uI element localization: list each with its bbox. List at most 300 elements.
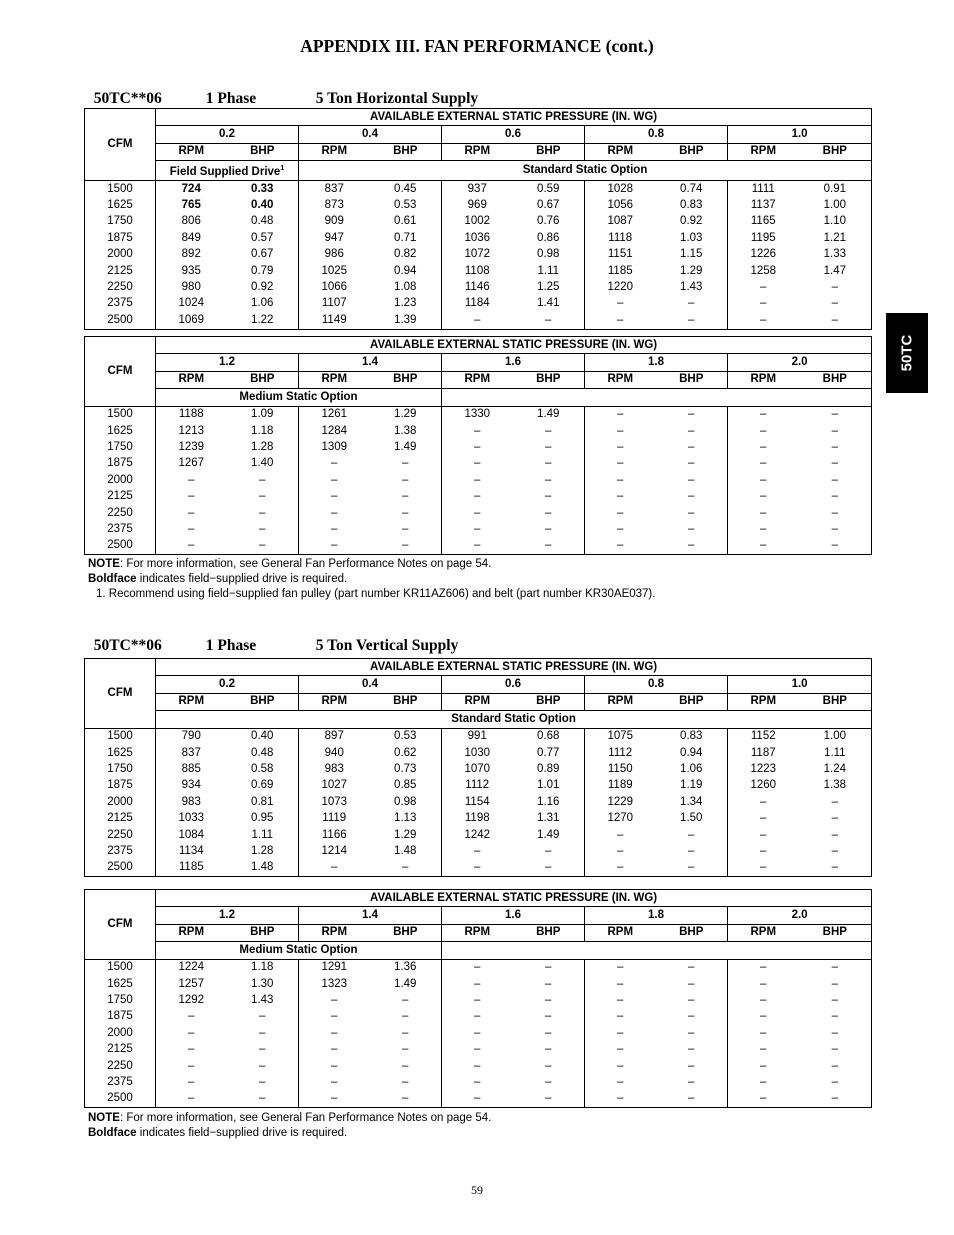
rpm-cell: – — [585, 992, 656, 1008]
bhp-cell: 0.33 — [251, 182, 274, 195]
rpm-cell: 1291 — [299, 959, 370, 976]
rpm-cell: – — [585, 489, 656, 505]
rpm-cell: – — [585, 406, 656, 423]
pressure-value: 1.0 — [728, 676, 872, 693]
table-row — [85, 959, 872, 976]
bhp-cell: – — [831, 977, 839, 990]
bhp-cell: – — [831, 994, 839, 1007]
bhp-cell: – — [831, 522, 839, 535]
rpm-cell: – — [728, 992, 799, 1008]
rpm-cell: – — [299, 1091, 370, 1108]
rpm-header: RPM — [156, 371, 227, 388]
bhp-cell: – — [831, 1092, 839, 1105]
table-row — [85, 1042, 872, 1058]
bhp-cell: – — [688, 1059, 695, 1072]
bhp-cell: – — [545, 1075, 552, 1088]
rpm-cell: – — [442, 1025, 513, 1041]
page-number: 59 — [471, 1183, 483, 1197]
section-phase: 1 Phase — [205, 637, 257, 654]
rpm-cell: 1258 — [728, 263, 799, 279]
rpm-cell: – — [442, 1091, 513, 1108]
bhp-cell: – — [831, 1075, 839, 1088]
section-phase: 1 Phase — [205, 90, 257, 107]
rpm-cell: 1075 — [585, 728, 656, 745]
bhp-cell: – — [402, 1010, 409, 1023]
pressure-value: 0.4 — [299, 676, 442, 693]
rpm-cell: 940 — [299, 745, 370, 761]
pressure-header: AVAILABLE EXTERNAL STATIC PRESSURE (IN. WG) — [156, 890, 872, 907]
bhp-cell: 1.18 — [251, 961, 274, 974]
rpm-cell: – — [585, 439, 656, 455]
rpm-cell: 1267 — [178, 457, 205, 470]
rpm-cell: 1152 — [728, 728, 799, 745]
pressure-value: 1.2 — [156, 907, 299, 924]
notes-vertical — [88, 1111, 491, 1141]
rpm-cell: 1030 — [442, 745, 513, 761]
rpm-cell: – — [442, 423, 513, 439]
pressure-value: 0.6 — [442, 126, 585, 143]
rpm-cell: – — [728, 538, 799, 555]
rpm-cell: – — [299, 1042, 370, 1058]
bhp-cell: – — [831, 457, 839, 470]
table-vertical-low — [84, 658, 871, 877]
bhp-cell: – — [545, 424, 552, 437]
bhp-cell: 1.38 — [823, 779, 846, 792]
table-row — [85, 976, 872, 992]
rpm-cell: – — [728, 423, 799, 439]
bhp-cell: 1.29 — [680, 264, 703, 277]
pressure-value: 0.2 — [156, 676, 299, 693]
rpm-cell: – — [728, 296, 799, 312]
section-model: 50TC**06 — [93, 637, 162, 654]
bhp-cell: 1.21 — [823, 231, 846, 244]
rpm-header: RPM — [442, 693, 513, 710]
rpm-cell: 1072 — [442, 247, 513, 263]
cfm-value: 1875 — [85, 456, 156, 472]
rpm-cell: – — [442, 843, 513, 859]
bhp-cell: 1.49 — [394, 977, 417, 990]
rpm-cell: 849 — [181, 231, 201, 244]
option-label — [442, 942, 872, 959]
bhp-cell: – — [688, 1092, 695, 1105]
bhp-cell: 1.29 — [394, 408, 417, 421]
bhp-cell: 0.83 — [680, 730, 703, 743]
rpm-cell: – — [728, 1009, 799, 1025]
rpm-cell: 1188 — [178, 408, 204, 421]
rpm-cell: – — [585, 521, 656, 537]
pressure-value: 1.8 — [585, 907, 728, 924]
bhp-cell: 1.08 — [394, 281, 417, 294]
bhp-header: BHP — [656, 693, 728, 710]
bhp-cell: – — [831, 1010, 839, 1023]
rpm-cell: 1028 — [585, 181, 656, 198]
table-row — [85, 843, 872, 859]
rpm-cell: – — [188, 522, 195, 535]
bhp-cell: – — [545, 994, 552, 1007]
bhp-cell: 0.95 — [251, 812, 274, 825]
fan-performance-table — [84, 658, 872, 877]
rpm-cell: 1111 — [728, 181, 799, 198]
rpm-cell: 1087 — [585, 214, 656, 230]
rpm-cell: 1185 — [178, 861, 204, 874]
table-vertical-high — [84, 889, 871, 1108]
bhp-cell: – — [545, 977, 552, 990]
rpm-cell: 1154 — [442, 794, 513, 810]
bhp-header: BHP — [227, 143, 299, 160]
rpm-cell: – — [188, 1043, 195, 1056]
rpm-cell: – — [299, 1058, 370, 1074]
rpm-cell: 1184 — [442, 296, 513, 312]
cfm-value: 1875 — [85, 230, 156, 246]
rpm-cell: – — [728, 1025, 799, 1041]
rpm-cell: 1073 — [299, 794, 370, 810]
rpm-cell: 986 — [299, 247, 370, 263]
cfm-value: 1625 — [85, 745, 156, 761]
bhp-cell: – — [545, 313, 552, 326]
bhp-cell: – — [688, 844, 695, 857]
cfm-value: 1875 — [85, 778, 156, 794]
table-row — [85, 745, 872, 761]
bhp-cell: – — [545, 506, 552, 519]
bhp-cell: 1.34 — [680, 795, 703, 808]
table-row — [85, 521, 872, 537]
bhp-cell: – — [831, 281, 839, 294]
bhp-cell: – — [259, 490, 266, 503]
bhp-header: BHP — [799, 924, 872, 941]
rpm-header: RPM — [728, 924, 799, 941]
bhp-cell: 0.67 — [537, 199, 560, 212]
bhp-cell: – — [259, 1075, 266, 1088]
bhp-cell: 1.43 — [680, 281, 703, 294]
cfm-value: 2500 — [85, 860, 156, 877]
rpm-cell: – — [728, 456, 799, 472]
bhp-cell: – — [831, 795, 839, 808]
bhp-cell: 0.57 — [251, 231, 274, 244]
rpm-cell: 1187 — [728, 745, 799, 761]
bhp-cell: – — [259, 506, 266, 519]
rpm-cell: – — [299, 538, 370, 555]
bhp-cell: 1.11 — [824, 746, 846, 759]
rpm-cell: – — [728, 959, 799, 976]
pressure-value: 1.6 — [442, 354, 585, 371]
rpm-cell: – — [728, 489, 799, 505]
table-row — [85, 406, 872, 423]
pressure-value: 2.0 — [728, 354, 872, 371]
rpm-cell: 937 — [442, 181, 513, 198]
rpm-cell: 1137 — [728, 197, 799, 213]
bhp-cell: – — [688, 828, 695, 841]
bhp-cell: – — [831, 812, 839, 825]
pressure-value: 1.4 — [299, 907, 442, 924]
rpm-cell: 980 — [181, 281, 201, 294]
bhp-cell: – — [402, 1092, 409, 1105]
rpm-cell: 1107 — [299, 296, 370, 312]
rpm-cell: – — [188, 473, 195, 486]
rpm-cell: – — [188, 1075, 195, 1088]
rpm-cell: – — [728, 976, 799, 992]
rpm-cell: 1214 — [299, 843, 370, 859]
rpm-cell: – — [442, 472, 513, 488]
bhp-cell: – — [831, 297, 839, 310]
bhp-cell: 1.30 — [251, 977, 274, 990]
rpm-cell: – — [728, 827, 799, 843]
cfm-header: CFM — [85, 109, 156, 181]
bhp-cell: 0.98 — [537, 248, 560, 261]
pressure-header: AVAILABLE EXTERNAL STATIC PRESSURE (IN. WG) — [156, 109, 872, 126]
pressure-header: AVAILABLE EXTERNAL STATIC PRESSURE (IN. WG) — [156, 659, 872, 676]
rpm-cell: – — [299, 1009, 370, 1025]
rpm-cell: – — [728, 279, 799, 295]
table-row — [85, 456, 872, 472]
bhp-cell: 1.22 — [251, 313, 274, 326]
bhp-header: BHP — [656, 924, 728, 941]
rpm-header: RPM — [299, 371, 370, 388]
rpm-header: RPM — [156, 143, 227, 160]
rpm-cell: – — [585, 505, 656, 521]
cfm-value: 1500 — [85, 728, 156, 745]
rpm-cell: 1084 — [178, 828, 205, 841]
fan-performance-table — [84, 336, 872, 555]
rpm-header: RPM — [156, 924, 227, 941]
bhp-cell: – — [545, 522, 552, 535]
rpm-cell: – — [728, 312, 799, 329]
rpm-cell: – — [728, 1042, 799, 1058]
bhp-cell: – — [545, 490, 552, 503]
bhp-cell: 1.49 — [394, 441, 417, 454]
bhp-cell: – — [688, 490, 695, 503]
rpm-cell: 1195 — [728, 230, 799, 246]
bhp-cell: 1.43 — [251, 994, 274, 1007]
bhp-cell: – — [831, 1043, 839, 1056]
table-row — [85, 1091, 872, 1108]
bhp-cell: 1.25 — [537, 281, 560, 294]
bhp-cell: – — [688, 522, 695, 535]
cfm-value: 2125 — [85, 263, 156, 279]
bhp-cell: 0.48 — [251, 215, 274, 228]
bhp-cell: – — [831, 506, 839, 519]
bhp-cell: 1.11 — [537, 264, 560, 277]
bhp-cell: 0.58 — [251, 763, 274, 776]
rpm-cell: 983 — [299, 761, 370, 777]
rpm-header: RPM — [442, 143, 513, 160]
cfm-value: 1625 — [85, 976, 156, 992]
rpm-cell: 909 — [299, 214, 370, 230]
table-row — [85, 296, 872, 312]
rpm-cell: – — [442, 1058, 513, 1074]
rpm-cell: 1112 — [585, 745, 656, 761]
cfm-value: 1750 — [85, 214, 156, 230]
rpm-header: RPM — [585, 924, 656, 941]
rpm-cell: 1226 — [728, 247, 799, 263]
bhp-cell: 1.06 — [680, 763, 703, 776]
rpm-cell: – — [585, 827, 656, 843]
bhp-cell: – — [688, 473, 695, 486]
cfm-value: 2500 — [85, 1091, 156, 1108]
pressure-header: AVAILABLE EXTERNAL STATIC PRESSURE (IN. WG) — [156, 337, 872, 354]
bhp-cell: – — [545, 961, 552, 974]
rpm-cell: – — [442, 505, 513, 521]
rpm-cell: 1150 — [585, 761, 656, 777]
rpm-cell: 1149 — [299, 312, 370, 329]
rpm-cell: – — [442, 312, 513, 329]
rpm-cell: 1213 — [178, 424, 205, 437]
pressure-value: 1.6 — [442, 907, 585, 924]
rpm-cell: – — [585, 843, 656, 859]
bhp-cell: 0.81 — [251, 795, 274, 808]
bhp-cell: 1.48 — [394, 844, 417, 857]
bhp-header: BHP — [799, 371, 872, 388]
rpm-header: RPM — [442, 371, 513, 388]
rpm-cell: 1309 — [299, 439, 370, 455]
table-row — [85, 439, 872, 455]
bhp-cell: 0.85 — [394, 779, 417, 792]
bhp-cell: 0.73 — [394, 763, 417, 776]
rpm-header: RPM — [585, 693, 656, 710]
rpm-cell: 1134 — [178, 844, 204, 857]
rpm-cell: 1242 — [442, 827, 513, 843]
rpm-cell: 1261 — [299, 406, 370, 423]
table-row — [85, 247, 872, 263]
bhp-cell: – — [259, 539, 266, 552]
bhp-header: BHP — [799, 693, 872, 710]
bhp-cell: – — [402, 994, 409, 1007]
cfm-value: 1875 — [85, 1009, 156, 1025]
rpm-cell: 724 — [181, 182, 201, 195]
bhp-header: BHP — [370, 371, 442, 388]
rpm-cell: – — [188, 539, 195, 552]
note-line: NOTE: For more information, see General Fan Performance Notes on page 54. — [88, 558, 492, 570]
bhp-cell: – — [688, 506, 695, 519]
bhp-cell: – — [688, 994, 695, 1007]
bhp-cell: – — [545, 539, 552, 552]
bhp-cell: – — [259, 1092, 266, 1105]
rpm-cell: 1108 — [442, 263, 513, 279]
rpm-cell: – — [188, 1092, 195, 1105]
bhp-cell: – — [688, 313, 695, 326]
bhp-cell: 1.01 — [537, 779, 560, 792]
rpm-cell: – — [585, 860, 656, 877]
fan-performance-table — [84, 108, 872, 330]
rpm-cell: 806 — [181, 215, 201, 228]
cfm-value: 1750 — [85, 761, 156, 777]
rpm-cell: 1292 — [178, 994, 205, 1007]
rpm-header: RPM — [299, 143, 370, 160]
bhp-cell: 1.28 — [251, 844, 274, 857]
section-heading-horizontal — [86, 72, 478, 108]
table-row — [85, 860, 872, 877]
bhp-cell: 1.18 — [251, 424, 274, 437]
rpm-cell: 1025 — [299, 263, 370, 279]
rpm-cell: 991 — [442, 728, 513, 745]
bhp-cell: 0.91 — [823, 182, 846, 195]
bhp-cell: – — [688, 961, 695, 974]
rpm-cell: 935 — [181, 264, 201, 277]
rpm-header: RPM — [585, 371, 656, 388]
bhp-cell: – — [402, 490, 409, 503]
rpm-cell: 1036 — [442, 230, 513, 246]
bhp-cell: 1.19 — [680, 779, 703, 792]
bhp-cell: 0.59 — [537, 182, 560, 195]
rpm-cell: – — [299, 489, 370, 505]
bhp-cell: 1.03 — [680, 231, 703, 244]
bhp-cell: 1.39 — [394, 313, 417, 326]
rpm-cell: – — [442, 992, 513, 1008]
bhp-cell: – — [545, 844, 552, 857]
bhp-cell: – — [259, 1010, 266, 1023]
bhp-cell: 1.28 — [251, 441, 274, 454]
cfm-value: 1625 — [85, 423, 156, 439]
bhp-cell: – — [688, 441, 695, 454]
bhp-cell: 0.53 — [394, 199, 417, 212]
bhp-header: BHP — [799, 143, 872, 160]
bhp-cell: 0.92 — [680, 215, 703, 228]
bhp-cell: 0.53 — [394, 730, 417, 743]
rpm-cell: – — [188, 490, 195, 503]
bhp-cell: 1.41 — [537, 297, 560, 310]
cfm-value: 2250 — [85, 505, 156, 521]
rpm-cell: – — [299, 1025, 370, 1041]
note-line: NOTE: For more information, see General Fan Performance Notes on page 54. — [88, 1112, 492, 1124]
rpm-cell: 1165 — [728, 214, 799, 230]
rpm-cell: 897 — [299, 728, 370, 745]
bhp-cell: 1.49 — [537, 828, 560, 841]
rpm-cell: – — [585, 1074, 656, 1090]
rpm-cell: – — [299, 456, 370, 472]
rpm-cell: – — [728, 521, 799, 537]
rpm-header: RPM — [442, 924, 513, 941]
bhp-cell: – — [402, 1026, 409, 1039]
bhp-cell: – — [402, 1043, 409, 1056]
bhp-cell: – — [402, 1059, 409, 1072]
rpm-cell: – — [442, 538, 513, 555]
table-row — [85, 230, 872, 246]
bhp-cell: 0.94 — [394, 264, 417, 277]
bhp-cell: 0.76 — [537, 215, 560, 228]
bhp-cell: – — [831, 961, 839, 974]
table-row — [85, 811, 872, 827]
fan-performance-table — [84, 889, 872, 1108]
rpm-cell: 1166 — [299, 827, 370, 843]
rpm-cell: – — [299, 521, 370, 537]
rpm-cell: – — [585, 1091, 656, 1108]
section-desc: 5 Ton Vertical Supply — [315, 637, 459, 654]
bhp-cell: 0.82 — [394, 248, 417, 261]
table-row — [85, 794, 872, 810]
rpm-cell: – — [299, 472, 370, 488]
bhp-header: BHP — [656, 371, 728, 388]
cfm-value: 2000 — [85, 794, 156, 810]
rpm-cell: 873 — [299, 197, 370, 213]
pressure-value: 2.0 — [728, 907, 872, 924]
bhp-cell: – — [688, 297, 695, 310]
bhp-cell: – — [545, 473, 552, 486]
rpm-cell: – — [299, 860, 370, 877]
rpm-cell: – — [442, 1009, 513, 1025]
table-horizontal-low — [84, 108, 871, 330]
pressure-value: 0.2 — [156, 126, 299, 143]
bhp-cell: 1.15 — [680, 248, 703, 261]
table-row — [85, 489, 872, 505]
bhp-cell: 1.11 — [251, 828, 274, 841]
bhp-header: BHP — [513, 924, 585, 941]
rpm-cell: 1002 — [442, 214, 513, 230]
bhp-cell: – — [831, 1059, 839, 1072]
page-title: APPENDIX III. FAN PERFORMANCE (cont.) — [300, 36, 654, 56]
rpm-cell: – — [585, 472, 656, 488]
rpm-cell: 885 — [181, 763, 201, 776]
bhp-cell: – — [831, 1026, 839, 1039]
bhp-cell: – — [688, 861, 695, 874]
